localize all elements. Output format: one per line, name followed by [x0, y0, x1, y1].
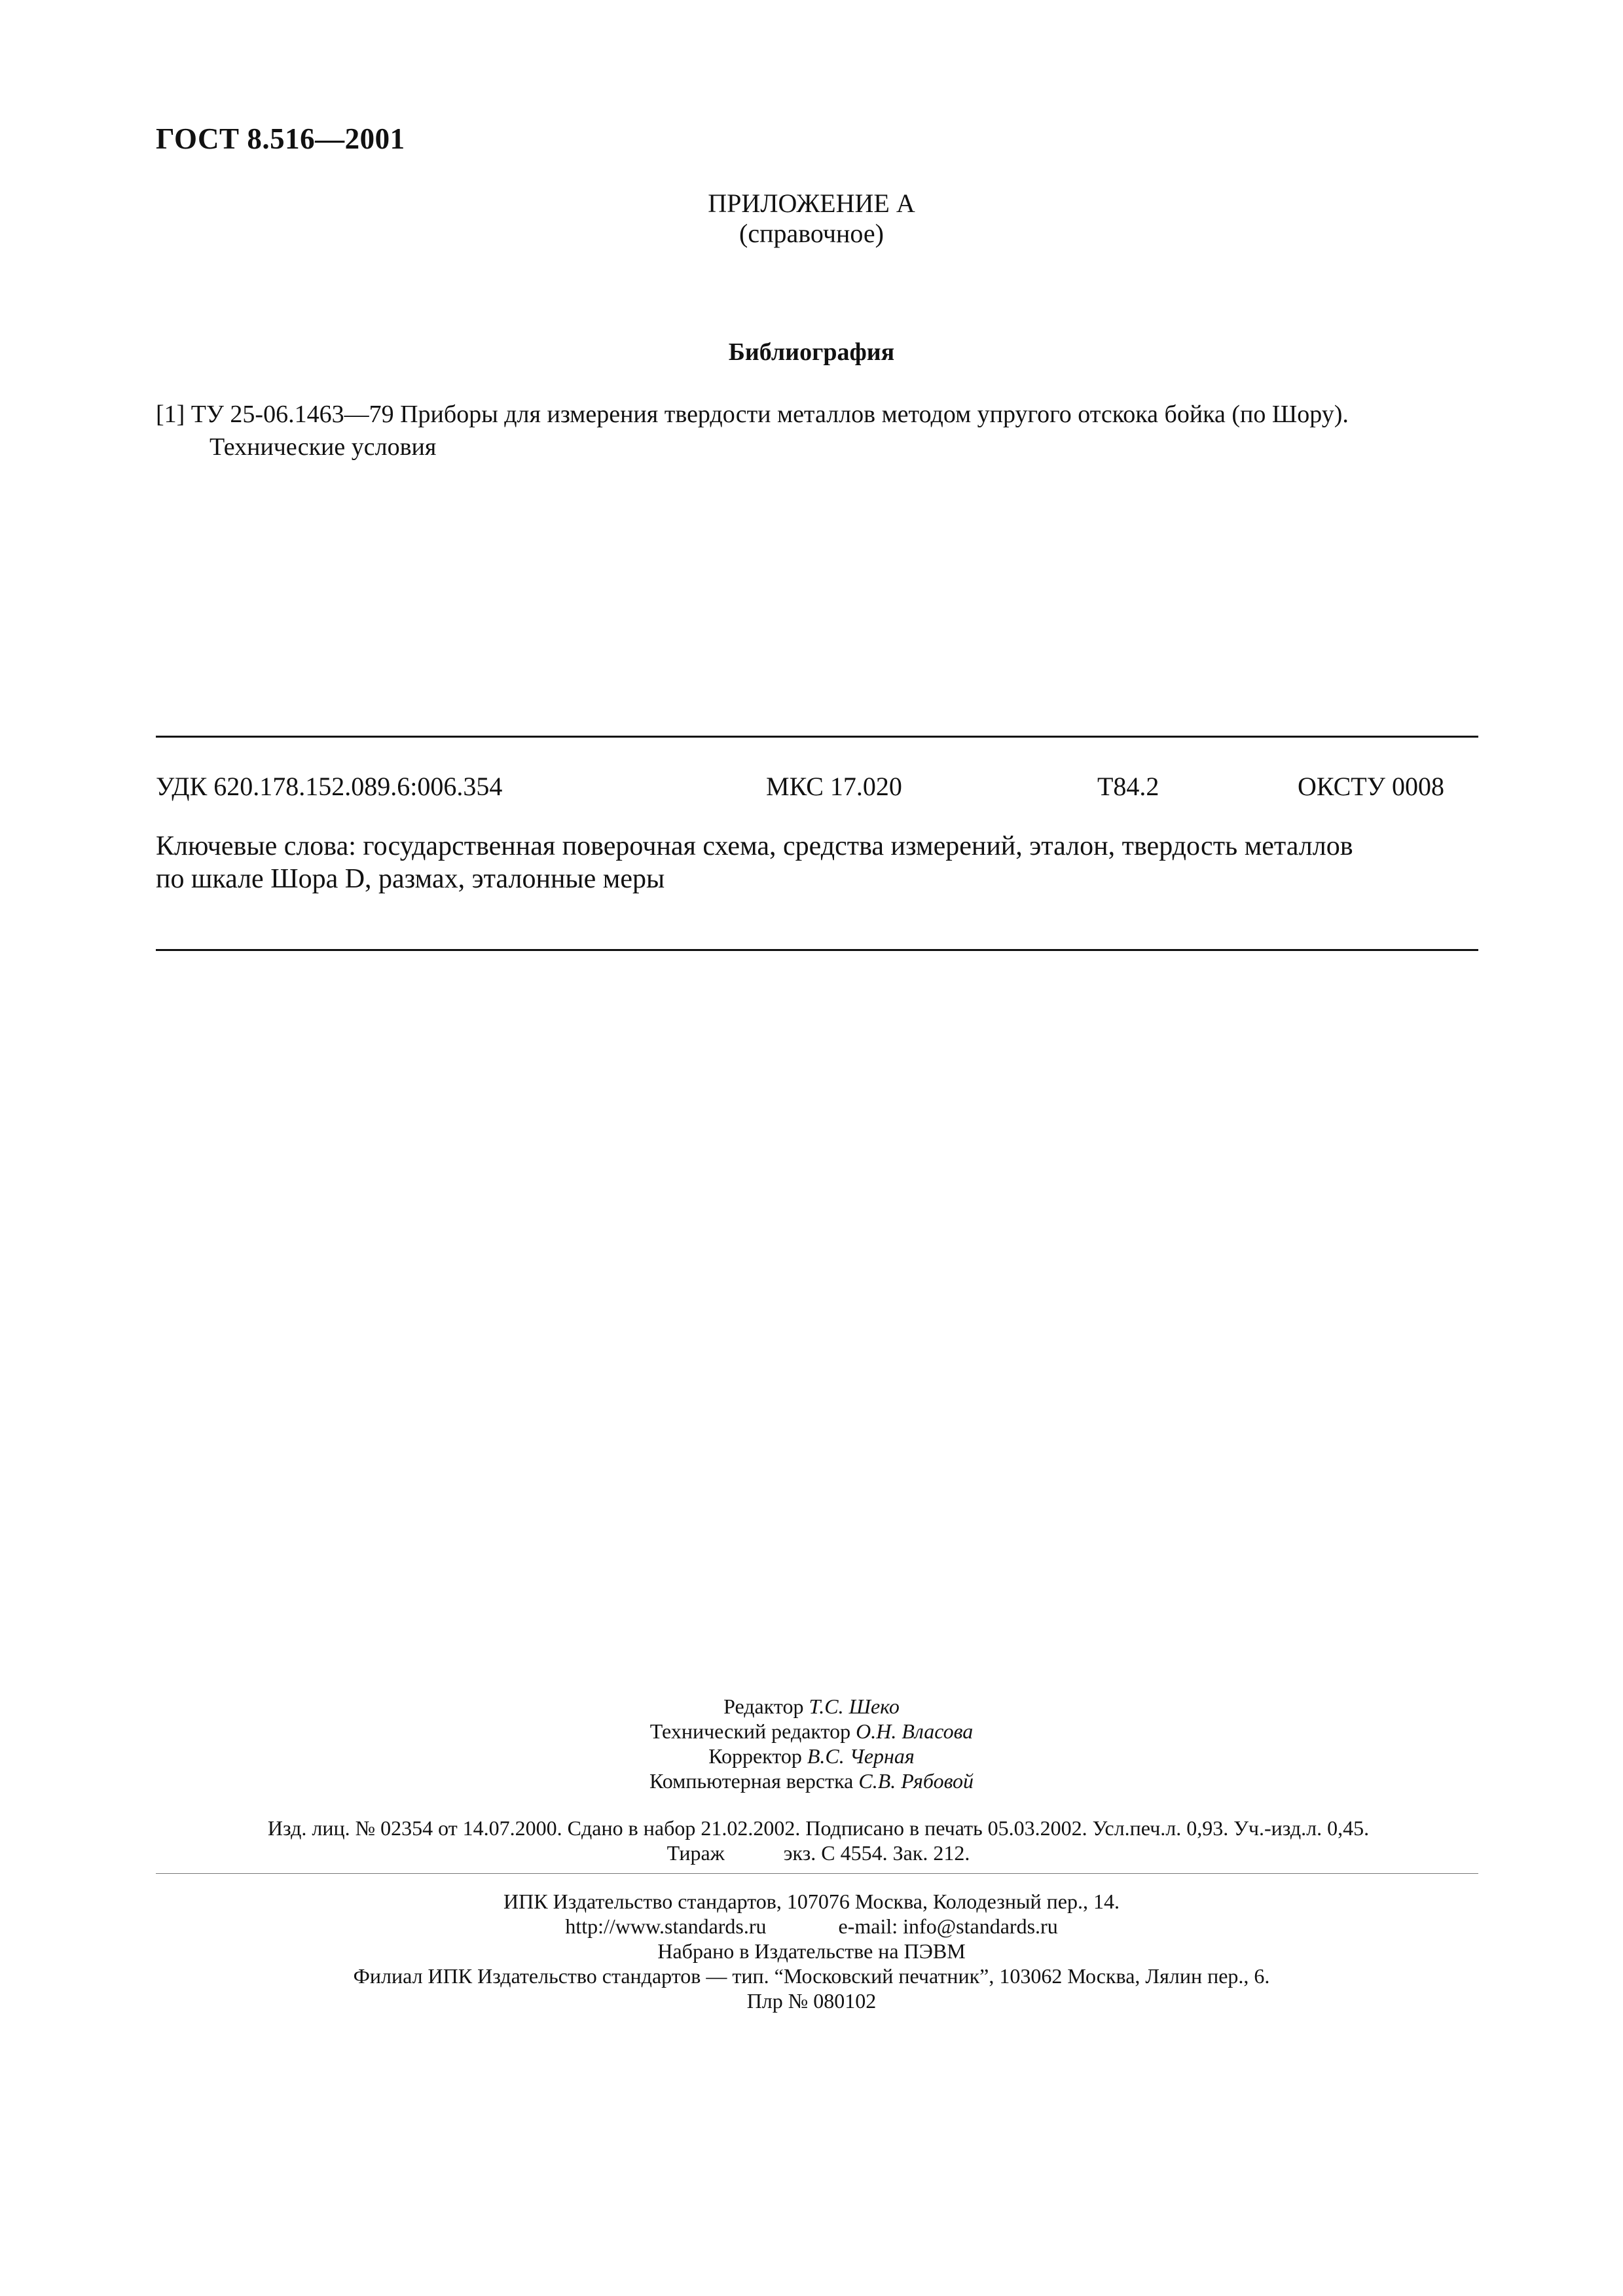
publisher-email[interactable]: e-mail: info@standards.ru [838, 1914, 1058, 1938]
bibliography-title: Библиография [728, 338, 895, 366]
bibliography-entry-continuation: Технические условия [210, 433, 437, 461]
publisher-url[interactable]: http://www.standards.ru [565, 1914, 767, 1938]
publisher-license: Плр № 080102 [746, 1989, 877, 2013]
print-info-tirazh: Тираж экз. С 4554. Зак. 212. [666, 1841, 970, 1865]
annex-title: ПРИЛОЖЕНИЕ А [708, 188, 915, 218]
annex-heading [0, 188, 1623, 249]
credits-block [0, 1694, 1623, 1793]
credit-tech-editor: Технический редактор О.Н. Власова [649, 1719, 974, 1743]
credit-proofreader: Корректор В.С. Черная [708, 1744, 915, 1768]
annex-subtitle: (справочное) [739, 219, 884, 248]
bibliography-entry [156, 398, 1478, 463]
print-info-line: Изд. лиц. № 02354 от 14.07.2000. Сдано в набор 21.02.2002. Подписано в печать 05.03.2002. Усл.печ.л. 0,93. Уч.-изд.л. 0,45. [267, 1816, 1370, 1840]
keywords-line: по шкале Шора D, размах, эталонные меры [156, 864, 665, 894]
group-code: Т84.2 [1097, 772, 1159, 801]
mks-code: МКС 17.020 [766, 772, 902, 801]
okstu-code: ОКСТУ 0008 [1298, 772, 1445, 801]
keywords [156, 830, 1480, 895]
keywords-line: Ключевые слова: государственная поверочная схема, средства измерений, эталон, твердость металлов [156, 831, 1353, 861]
publisher-typeset: Набрано в Издательстве на ПЭВМ [657, 1939, 966, 1963]
divider-top [156, 736, 1478, 738]
bibliography-entry-line: [1] ТУ 25-06.1463—79 Приборы для измерения твердости металлов методом упругого отскока бойка (по Шору). [156, 401, 1349, 428]
udk-code: УДК 620.178.152.089.6:006.354 [156, 772, 503, 801]
publisher-branch: Филиал ИПК Издательство стандартов — тип. “Московский печатник”, 103062 Москва, Лялин пер., 6. [353, 1964, 1270, 1988]
print-info [157, 1816, 1480, 1865]
divider-thin [156, 1873, 1478, 1874]
publisher-contacts [0, 1914, 1623, 1939]
document-code: ГОСТ 8.516—2001 [156, 122, 405, 155]
credit-layout: Компьютерная верстка С.В. Рябовой [649, 1769, 974, 1793]
credit-editor: Редактор Т.С. Шеко [723, 1695, 900, 1718]
divider-bottom [156, 949, 1478, 951]
publisher-address: ИПК Издательство стандартов, 107076 Москва, Колодезный пер., 14. [503, 1890, 1120, 1913]
publisher-info [0, 1889, 1623, 2013]
